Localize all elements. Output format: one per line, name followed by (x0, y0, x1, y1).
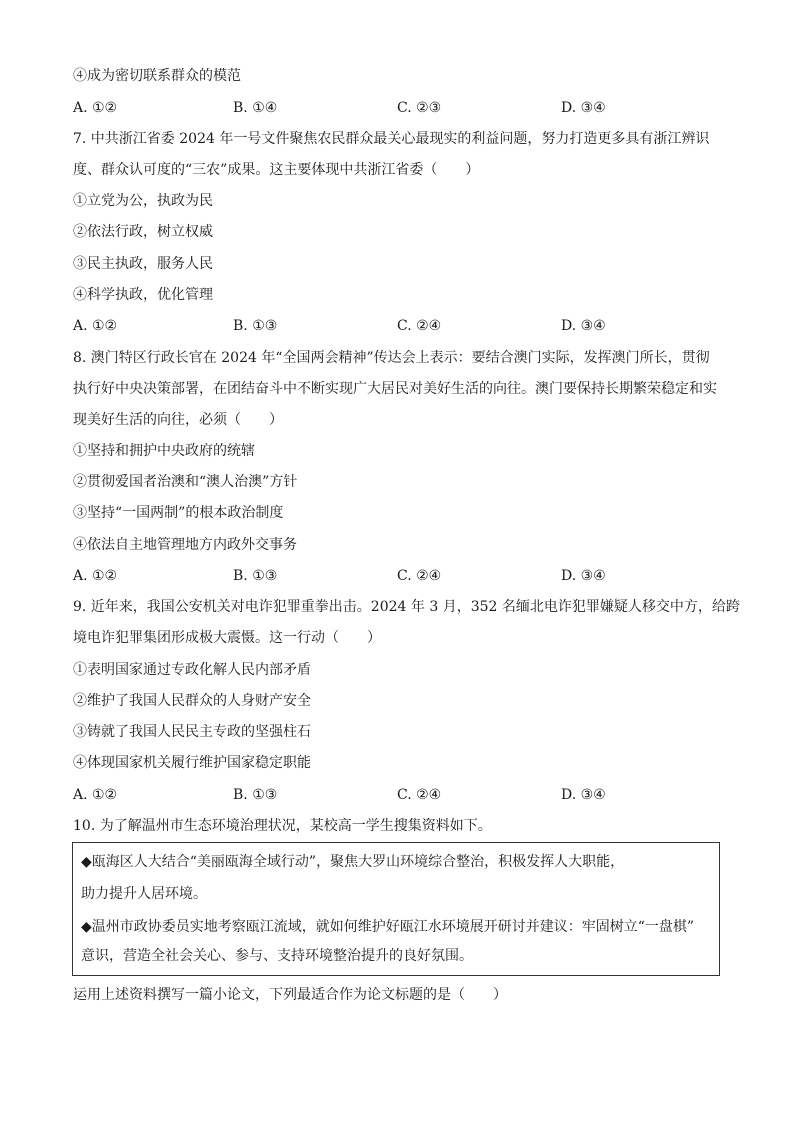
q9-stem-line-2: 境电诈犯罪集团形成极大震慑。这一行动（ ） (73, 630, 381, 646)
q6-option-b: B. ①④ (233, 100, 278, 116)
q9-options (73, 785, 733, 805)
q9-option-d: D. ③④ (561, 787, 606, 803)
q7-option-d: D. ③④ (561, 318, 606, 334)
q8-option-b: B. ①③ (233, 568, 278, 584)
q10-material-box (72, 842, 720, 976)
q6-item-4: ④成为密切联系群众的模范 (73, 68, 241, 84)
q9-item-4: ④体现国家机关履行维护国家稳定职能 (73, 755, 311, 771)
q9-stem-line-1: 9. 近年来，我国公安机关对电诈犯罪重拳出击。2024 年 3 月，352 名缅北电诈犯罪嫌疑人移交中方，给跨 (73, 599, 740, 615)
q10-stem: 10. 为了解温州市生态环境治理状况，某校高一学生搜集资料如下。 (73, 818, 492, 834)
q7-option-a: A. ①② (73, 318, 118, 334)
q6-option-a: A. ①② (73, 100, 118, 116)
q10-material-line-4: 意识，营造全社会关心、参与、支持环境整治提升的良好氛围。 (81, 948, 473, 964)
q9-item-2: ②维护了我国人民群众的人身财产安全 (73, 693, 311, 709)
q10-material-line-1: ◆瓯海区人大结合“美丽瓯海全域行动”，聚焦大罗山环境综合整治，积极发挥人大职能， (81, 854, 625, 870)
q10-question: 运用上述资料撰写一篇小论文，下列最适合作为论文标题的是（ ） (73, 987, 507, 1003)
q6-options (73, 98, 733, 118)
q8-item-2: ②贯彻爱国者治澳和“澳人治澳”方针 (73, 474, 298, 490)
q7-item-2: ②依法行政，树立权威 (73, 224, 213, 240)
q8-option-d: D. ③④ (561, 568, 606, 584)
q8-option-c: C. ②④ (397, 568, 442, 584)
q8-options (73, 566, 733, 586)
q8-stem-line-3: 现美好生活的向往，必须（ ） (73, 412, 283, 428)
q7-stem-line-1: 7. 中共浙江省委 2024 年一号文件聚焦农民群众最关心最现实的利益问题，努力打造更多具有浙江辨识 (73, 131, 710, 147)
q8-item-4: ④依法自主地管理地方内政外交事务 (73, 537, 297, 553)
q6-option-c: C. ②③ (397, 100, 442, 116)
q9-option-c: C. ②④ (397, 787, 442, 803)
q7-option-c: C. ②④ (397, 318, 442, 334)
q9-option-a: A. ①② (73, 787, 118, 803)
q9-item-1: ①表明国家通过专政化解人民内部矛盾 (73, 662, 311, 678)
q7-item-1: ①立党为公，执政为民 (73, 193, 213, 209)
q7-stem-line-2: 度、群众认可度的“三农”成果。这主要体现中共浙江省委（ ） (73, 162, 480, 178)
q7-option-b: B. ①③ (233, 318, 278, 334)
q8-stem-line-2: 执行好中央决策部署，在团结奋斗中不断实现广大居民对美好生活的向往。澳门要保持长期繁荣稳定和实 (73, 381, 717, 397)
q7-options (73, 316, 733, 336)
q7-item-3: ③民主执政，服务人民 (73, 256, 213, 272)
q8-item-1: ①坚持和拥护中央政府的统辖 (73, 443, 255, 459)
q8-stem-line-1: 8. 澳门特区行政长官在 2024 年“全国两会精神”传达会上表示：要结合澳门实际，发挥澳门所长，贯彻 (73, 350, 710, 366)
q7-item-4: ④科学执政，优化管理 (73, 287, 213, 303)
q8-option-a: A. ①② (73, 568, 118, 584)
q8-item-3: ③坚持“一国两制”的根本政治制度 (73, 505, 284, 521)
q10-material-line-3: ◆温州市政协委员实地考察瓯江流域，就如何维护好瓯江水环境展开研讨并建议：牢固树立“一盘棋” (81, 919, 695, 935)
q6-option-d: D. ③④ (561, 100, 606, 116)
q10-material-line-2: 助力提升人居环境。 (81, 886, 207, 902)
q9-item-3: ③铸就了我国人民民主专政的坚强柱石 (73, 724, 311, 740)
q9-option-b: B. ①③ (233, 787, 278, 803)
